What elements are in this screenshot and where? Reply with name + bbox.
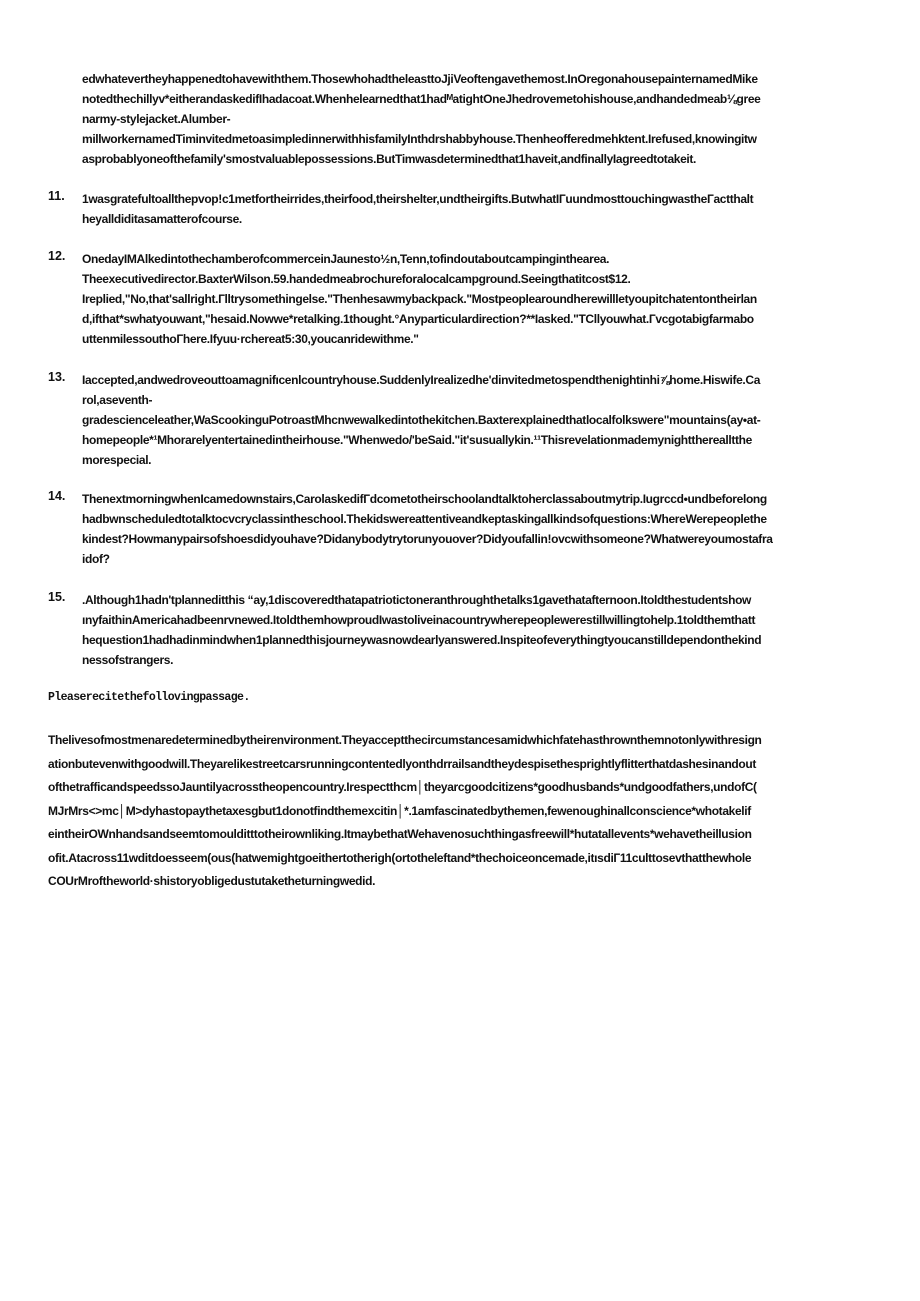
text-line: ThenextmorningwhenIcamedownstairs,CarolaskedifГdcometotheirschoolandtalktoherclassaboutmytrip.Iugrccd•undbeforelong [82,492,767,506]
text-line: asprobablyoneofthefamily'smostvaluablepossessions.ButTimwasdeterminedthat1haveit,andfinallyIagreedtotakeit. [82,152,697,166]
text-line: homepeople*¹Mhorarelyentertainedintheirhouse."Whenwedo/'beSaid."it'susuallykin.¹¹Thisrevelationmademynighttherealltthe [82,433,752,447]
text-line: heyalldiditasamatterofcourse. [82,212,242,226]
text-line: Ireplied,"No,that'sallright.Гlltrysomethingelse."Thenhesawmybackpack."Mostpeoplearoundherewillletyoupitchatentontheirlan [82,292,757,306]
text-line: rol,aseventh- [82,393,153,407]
passage-line: ofit.Atacross11wditdoesseem(ous(hatwemightgoeithertotherigh(ortotheleftand*thechoiceoncemade,itısdiГ11culttosevthatthewhole [48,850,752,865]
text-line: d,ifthat*swhatyouwant,"hesaid.Nowwe*retalking.1thought.°Anyparticulardirection?**Iasked."TCllyouwhat.Гvcgotabigfarmabo [82,312,754,326]
text-line: OnedayIMAlkedintothechamberofcommerceinJaunesto½n,Tenn,tofindoutaboutcampinginthearea. [82,252,610,266]
recitation-passage [48,729,888,894]
text-line: ınyfaithinAmericahadbeenrvnewed.ItoldthemhowproudIwastoliveinacountrywherepeoplewerestillwillingtohelp.1toldthemthatt [82,613,756,627]
numbered-paragraph [48,189,888,229]
text-line: Theexecutivedirector.BaxterWilson.59.handedmeabrochureforalocalcampground.Seeingthatitcost$12. [82,272,631,286]
passage-line: COUrMroftheworld·shistoryobligedustutaketheturningwedid. [48,874,376,888]
passage-line: eintheirOWnhandsandseemtomoulditttotheirownliking.ItmaybethatWehavenosuchthingasfreewill*hutatallevents*wehavetheillusion [48,827,752,841]
numbered-paragraph [48,249,888,349]
text-line: edwhatevertheyhappenedtohavewiththem.ThosewhohadtheleasttoJjiVeoftengavethemost.InOregonahousepainternamedMike [82,72,758,86]
passage-line: Thelivesofmostmenaredeterminedbytheirenvironment.Theyacceptthecircumstancesamidwhichfatehasthrownthemnotonlywithresign [48,733,762,747]
text-line: notedthechillyv*eitherandaskedifIhadacoat.Whenhelearnedthat1hadᴹatightOneJhedrovemetohishouse,andhandedmeab⅛gree [82,92,761,106]
paragraph-number: 15. [48,590,66,604]
text-line: hadbwnscheduledtotalktocvcryclassintheschool.Thekidswereattentiveandkeptaskingallkindsofquestions:WhereWerepeoplethe [82,512,767,526]
text-line: narmy-stylejacket.Alumber- [82,112,231,126]
text-line: uttenmilessouthoГhere.Ifyuu·rchereat5:30,youcanridewithme." [82,332,419,346]
text-line: idof? [82,552,110,566]
text-line: 1wasgratefultoallthepvop!c1metfortheirrides,theirfood,theirshelter,undtheirgifts.ButwhatIГuundmosttouchingwastheГactthalt [82,192,754,206]
text-line: hequestion1hadhadinmindwhen1plannedthisjourneywasnowdearlyanswered.Inspiteofeverythingtyoucanstilldependonthekind [82,633,762,647]
text-line: Iaccepted,andwedroveouttoamagnifıcenlcountryhouse.SuddenlyIrealizedhe'dinvitedmetospendthenightinhi⅞home.Hiswife.Ca [82,373,761,387]
text-line: nessofstrangers. [82,653,174,667]
text-line: kindest?Howmanypairsofshoesdidyouhave?Didanybodytrytorunyouover?Didyoufallin!ovcwithsomeone?Whatwereyoumostafra [82,532,773,546]
paragraph-number: 13. [48,370,66,384]
text-line: .Although1hadn'tplanneditthis “ay,1discoveredthatapatriotictoneranthroughthetalks1gavethatafternoon.Itoldthestudentshow [82,593,752,607]
paragraph-number: 12. [48,249,66,263]
numbered-paragraph [48,69,888,169]
text-line: millworkernamedTiminvitedmetoasimpledinnerwithhisfamilyInthdrshabbyhouse.Thenheofferedmehktent.Irefused,knowingitw [82,132,757,146]
recite-prompt: Pleaserecitethefollovingpassage. [48,691,250,704]
numbered-paragraph [48,489,888,569]
passage-line: ationbutevenwithgoodwill.Theyarelikestreetcarsrunningcontentedlyonthdrrailsandtheydespisethesprightlyflitterthatdashesinandout [48,756,757,771]
text-line: morespecial. [82,453,152,467]
text-line: gradescienceleather,WaScookinguPotroastMhcnwewalkedintothekitchen.Baxterexplainedthatlocalfolkswere"mountains(ay•at- [82,413,761,427]
paragraph-number: 11. [48,189,65,203]
paragraph-number: 14. [48,489,66,503]
numbered-paragraph [48,370,888,470]
passage-line: MJrMrs<>mc│M>dyhastopaythetaxesgbut1donotfindthemexcitin│*.1amfascinatedbythemen,fewenoughinallconscience*whotakelif [48,803,751,818]
passage-line: ofthetrafficandspeedssoJauntilyacrosstheopencountry.Irespectthcm│theyarcgoodcitizens*goodhusbands*undgoodfathers,undofC( [48,780,757,794]
numbered-paragraph [48,590,888,670]
